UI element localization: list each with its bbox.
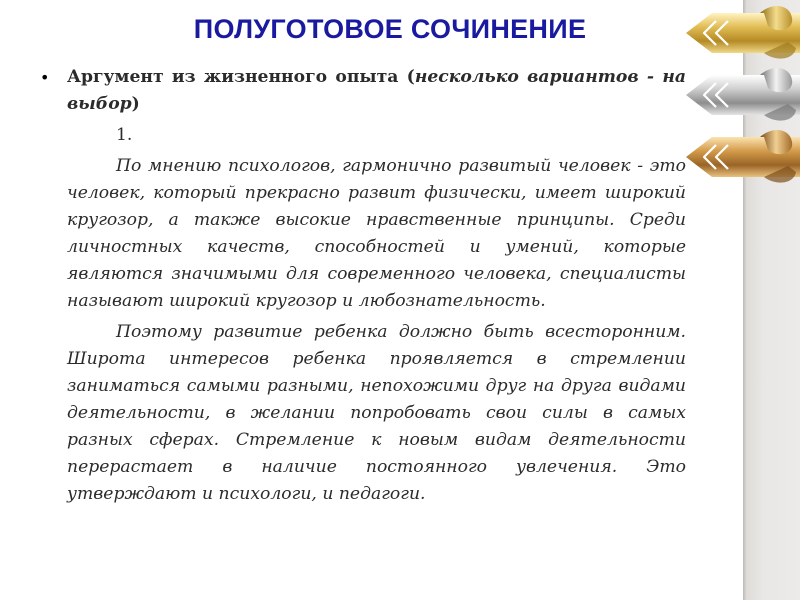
paragraph-1: По мнению психологов, гармонично развитый человек - это человек, который прекрасно развит физически, имеет широкий кругозор, а также высокие нравственные принципы. Среди личностных качеств, способностей и умений, которые являются значимыми для современного человека, специалисты называют широкий кругозор и любознательность. bbox=[67, 156, 686, 311]
bullet-text-italic: несколько вариантов - на выбор bbox=[67, 67, 686, 114]
bronze-ribbon-graphic bbox=[668, 128, 800, 186]
bronze-ribbon bbox=[668, 128, 800, 186]
bullet-text-close: ) bbox=[131, 94, 140, 114]
bullet-item bbox=[40, 64, 686, 118]
bullet-marker: • bbox=[40, 68, 50, 87]
silver-ribbon bbox=[668, 66, 800, 124]
bullet-text bbox=[67, 64, 686, 118]
bullet-text-normal: Аргумент из жизненного опыта ( bbox=[67, 67, 415, 87]
silver-ribbon-graphic bbox=[668, 66, 800, 124]
slide-title: ПОЛУГОТОВОЕ СОЧИНЕНИЕ bbox=[193, 14, 587, 44]
paragraph-2: Поэтому развитие ребенка должно быть всесторонним. Широта интересов ребенка проявляется в стремлении заниматься самыми разными, непохожими друг на друга видами деятельности, в желании попробовать свои силы в самых разных сферах. Стремление к новым видам деятельности перерастает в наличие постоянного увлечения. Это утверждают и психологи, и педагоги. bbox=[67, 322, 686, 504]
argument-number: 1. bbox=[116, 125, 133, 145]
slide-content bbox=[40, 64, 686, 508]
